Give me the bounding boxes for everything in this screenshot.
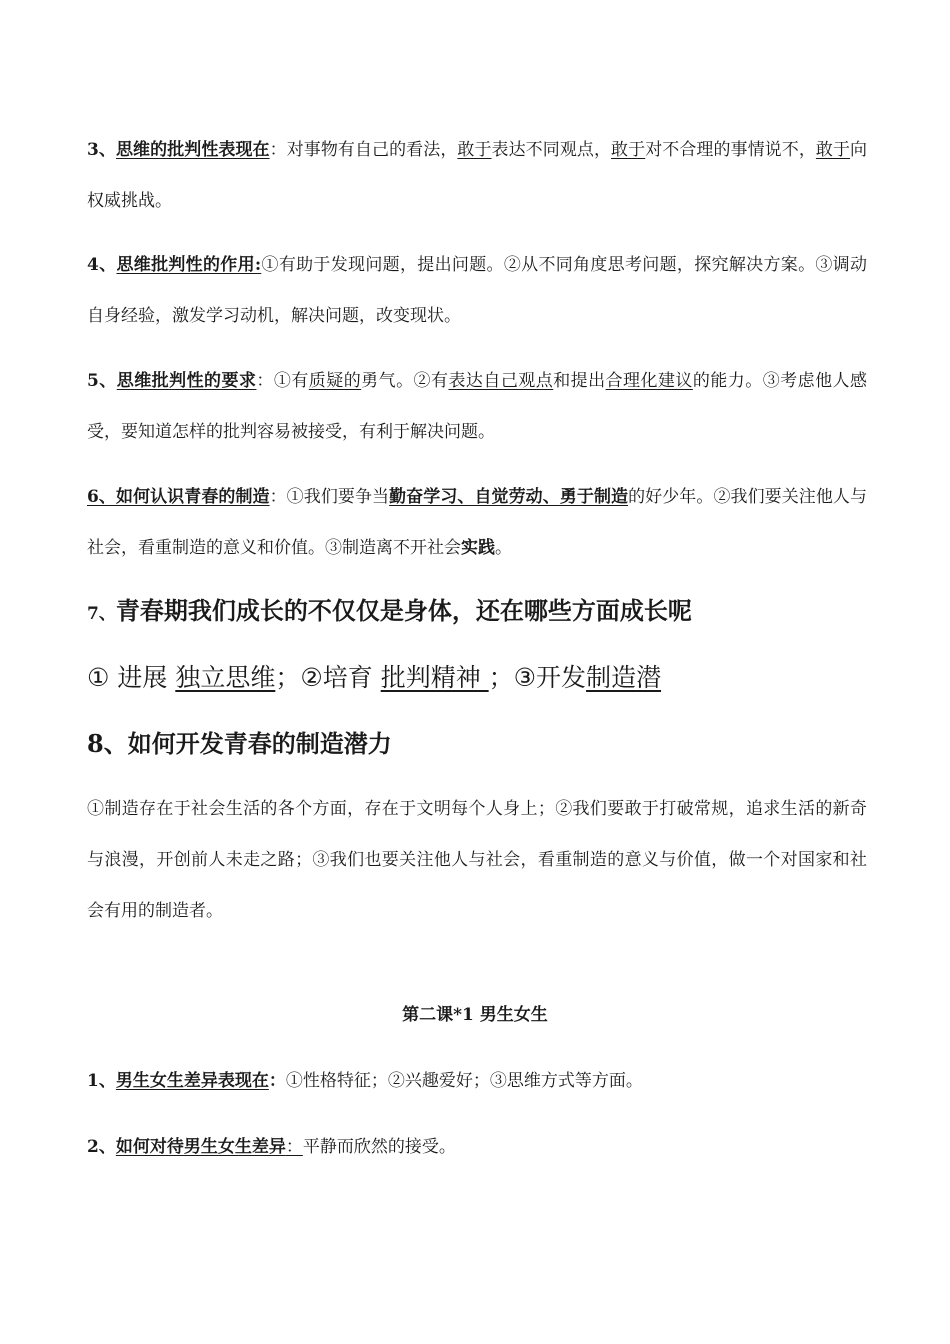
paragraph-3 xyxy=(87,125,867,227)
underlined-text: 敢于 xyxy=(457,140,492,160)
underlined-text: 表达自己观点 xyxy=(448,371,554,391)
text-run: ：①我们要争当 xyxy=(269,487,390,507)
answer-line-7 xyxy=(87,658,887,698)
item-keyword: 如何对待男生女生差异 xyxy=(115,1137,286,1157)
text-run: ① 进展 xyxy=(87,663,176,692)
text-run: ①制造存在于社会生活的各个方面，存在于文明每个人身上；②我们要敢于打破常规，追求生活的新奇与浪漫，开创前人未走之路；③我们也要关注他人与社会，看重制造的意义与价值，做一个对国家和社会有用的制造者。 xyxy=(87,799,867,921)
text-run: ：①有 xyxy=(256,371,309,391)
underlined-text: 制造潜 xyxy=(586,663,662,692)
item-keyword: 思维批判性的作用: xyxy=(116,255,262,275)
underlined-text: 批判精神 xyxy=(380,663,489,692)
item-keyword: 男生女生差异表现在 xyxy=(115,1071,269,1091)
text-run: 平静而欣然的接受。 xyxy=(302,1137,456,1157)
underlined-text: 敢于 xyxy=(611,140,646,160)
colon: ： xyxy=(268,1071,286,1091)
paragraph-6 xyxy=(87,472,867,574)
item-keyword: 思维批判性的要求 xyxy=(116,371,257,391)
text-run: 的能力。③考虑他人感受，要知道怎样的批判容易被接受，有利于解决问题。 xyxy=(87,371,868,442)
underlined-text: ： xyxy=(285,1137,303,1157)
paragraph-8 xyxy=(87,784,867,937)
item-number: 2、 xyxy=(87,1137,116,1157)
text-run: ；③开发 xyxy=(488,663,587,692)
paragraph-5 xyxy=(87,356,867,458)
underlined-text: 敢于 xyxy=(815,140,851,160)
paragraph-lesson2-1 xyxy=(87,1056,867,1107)
text-run: 。 xyxy=(495,538,512,558)
paragraph-lesson2-2 xyxy=(87,1122,867,1173)
bold-text: 实践 xyxy=(461,538,495,558)
text-run: ①有助于发现问题，提出问题。②从不同角度思考问题，探究解决方案。③调动自身经验，激发学习动机，解决问题，改变现状。 xyxy=(87,255,867,326)
text-run: ①性格特征；②兴趣爱好；③思维方式等方面。 xyxy=(285,1071,643,1091)
paragraph-4 xyxy=(87,240,867,342)
bold-underlined-text: 勤奋学习、自觉劳动、勇于制造 xyxy=(389,487,629,507)
text-run: 和提出 xyxy=(553,371,606,391)
text-run: 的好少年。②我们要关注他人与社会，看重制造的意义和价值。③制造离不开社会 xyxy=(87,487,868,558)
heading-text: 8、如何开发青春的制造潜力 xyxy=(87,729,392,758)
text-run: 向权威挑战。 xyxy=(87,140,868,211)
item-number: 5、 xyxy=(87,371,117,391)
text-run: ：对事物有自己的看法， xyxy=(269,140,458,160)
text-run: 对不合理的事情说不， xyxy=(645,140,816,160)
heading-8 xyxy=(87,724,887,764)
item-number: 7、 xyxy=(87,604,116,624)
item-number: 1、 xyxy=(87,1071,116,1091)
heading-text: 青春期我们成长的不仅仅是身体，还在哪些方面成长呢 xyxy=(115,596,692,625)
item-number: 3、 xyxy=(87,140,116,160)
text-run: 表达不同观点， xyxy=(491,140,612,160)
text-run: ；②培育 xyxy=(275,663,381,692)
item-keyword: 思维的批判性表现在 xyxy=(115,140,270,160)
item-keyword: 6、如何认识青春的制造 xyxy=(87,487,270,507)
underlined-text: 合理化建议 xyxy=(605,371,693,391)
underlined-text: 质疑的 xyxy=(308,371,362,391)
text-run: 勇气。②有 xyxy=(361,371,449,391)
underlined-text: 独立思维 xyxy=(175,663,276,692)
heading-7 xyxy=(87,591,887,634)
item-number: 4、 xyxy=(87,255,117,275)
lesson-title: 第二课*1 男生女生 xyxy=(402,1005,548,1025)
